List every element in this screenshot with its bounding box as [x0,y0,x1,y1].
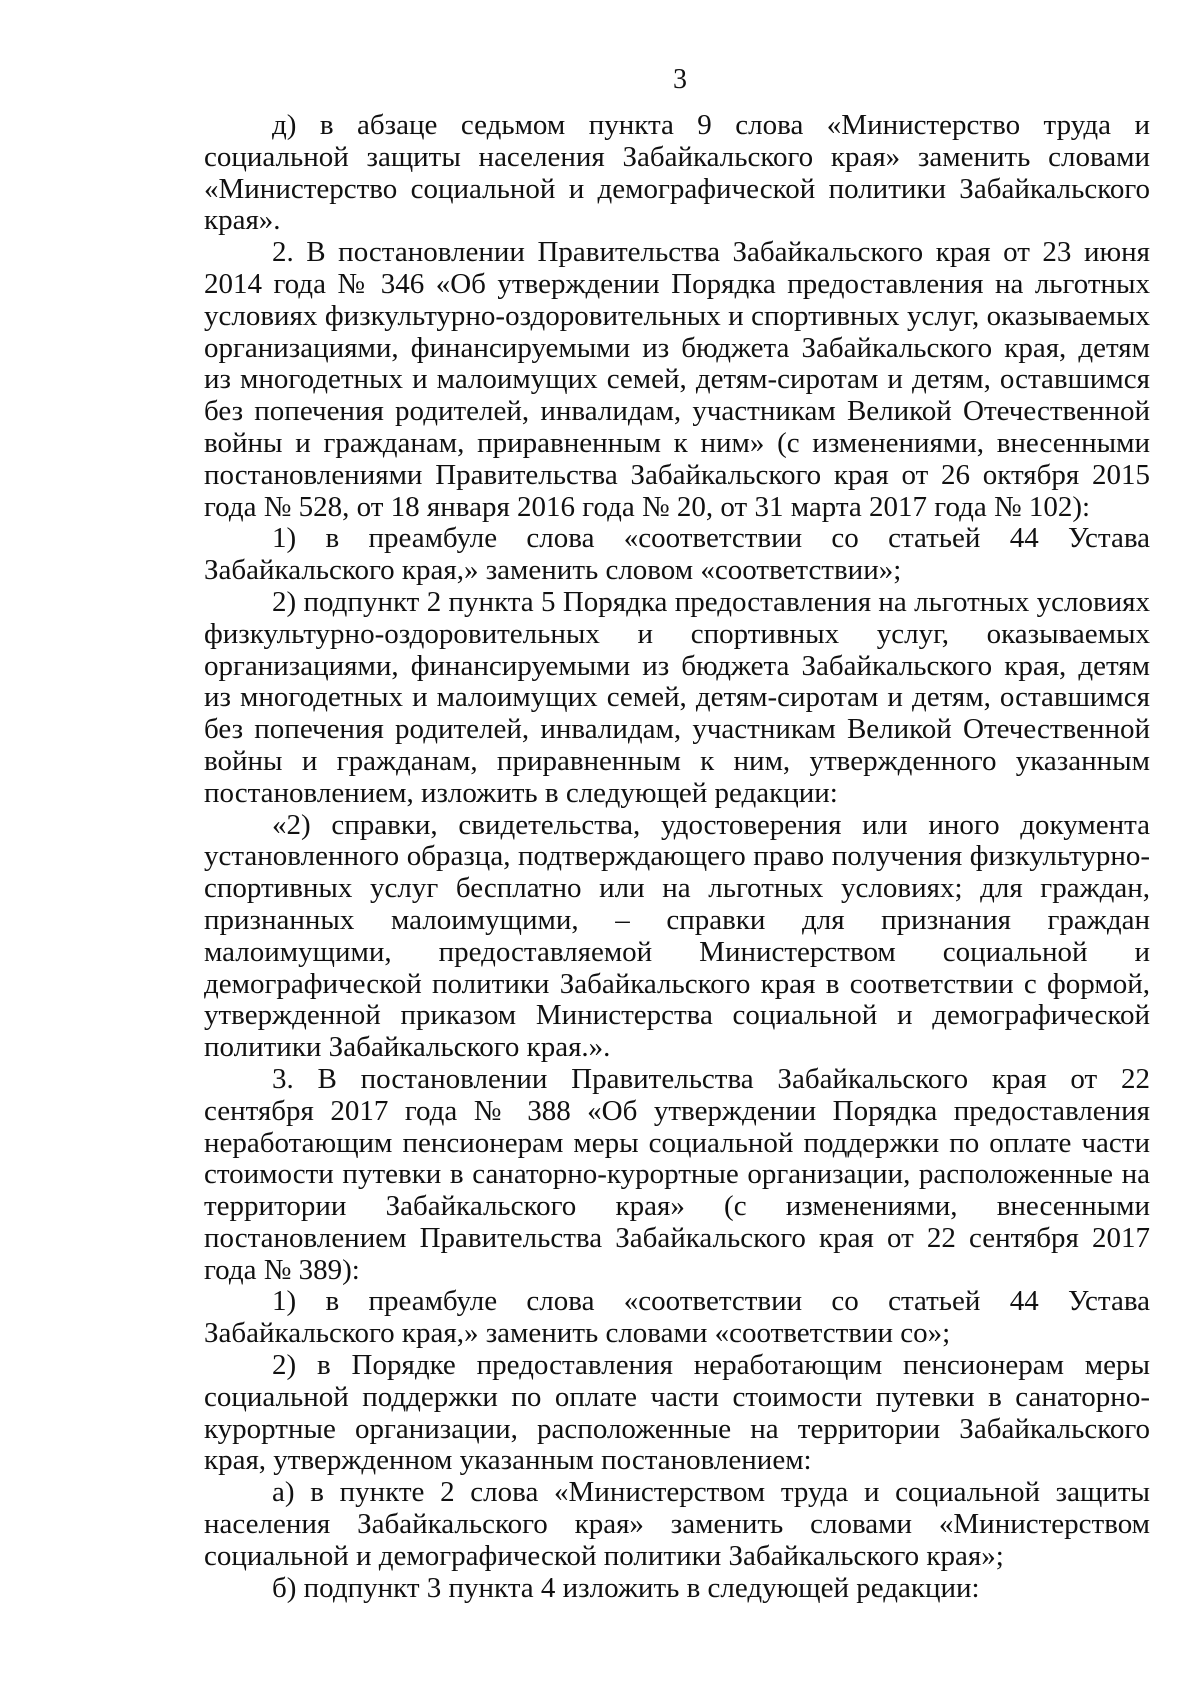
paragraph-section-3-item-2: 2) в Порядке предоставления неработающим пенсионерам меры социальной поддержки по оплате части стоимости путевки в санаторно-курортные организации, расположенные на территории Забайкальского края, утвержденном указанным постановлением: [204,1349,1150,1477]
paragraph-section-3: 3. В постановлении Правительства Забайкальского края от 22 сентября 2017 года № 388 «Об утверждении Порядка предоставления неработающим пенсионерам меры социальной поддержки по оплате части стоимости путевки в санаторно-курортные организации, расположенные на территории Забайкальского края» (с изменениями, внесенными постановлением Правительства Забайкальского края от 22 сентября 2017 года № 389): [204,1062,1150,1286]
paragraph-section-2-quote: «2) справки, свидетельства, удостоверения или иного документа установленного образца, подтверждающего право получения физкультурно-спортивных услуг бесплатно или на льготных условиях; для граждан, признанных малоимущими, – справки для признания граждан малоимущими, предоставляемой Министерством социальной и демографической политики Забайкальского края в соответствии с формой, утвержденной приказом Министерства социальной и демографической политики Забайкальского края.». [204,808,1150,1064]
document-body [204,110,1150,1604]
paragraph-d-item-9: д) в абзаце седьмом пункта 9 слова «Министерство труда и социальной защиты населения Забайкальского края» заменить словами «Министерство социальной и демографической политики Забайкальского края». [204,109,1150,237]
paragraph-section-3-item-b: б) подпункт 3 пункта 4 изложить в следующей редакции: [272,1571,980,1604]
page-number: 3 [673,64,687,95]
paragraph-section-2-item-1: 1) в преамбуле слова «соответствии со статьей 44 Устава Забайкальского края,» заменить словом «соответствии»; [204,522,1150,587]
paragraph-section-2-item-2: 2) подпункт 2 пункта 5 Порядка предоставления на льготных условиях физкультурно-оздоровительных и спортивных услуг, оказываемых организациями, финансируемыми из бюджета Забайкальского края, детям из многодетных и малоимущих семей, детям-сиротам и детям, оставшимся без попечения родителей, инвалидам, участникам Великой Отечественной войны и гражданам, приравненным к ним, утвержденного указанным постановлением, изложить в следующей редакции: [204,585,1150,809]
paragraph-section-2: 2. В постановлении Правительства Забайкальского края от 23 июня 2014 года № 346 «Об утверждении Порядка предоставления на льготных условиях физкультурно-оздоровительных и спортивных услуг, оказываемых организациями, финансируемыми из бюджета Забайкальского края, детям из многодетных и малоимущих семей, детям-сиротам и детям, оставшимся без попечения родителей, инвалидам, участникам Великой Отечественной войны и гражданам, приравненным к ним» (с изменениями, внесенными постановлениями Правительства Забайкальского края от 26 октября 2015 года № 528, от 18 января 2016 года № 20, от 31 марта 2017 года № 102): [204,236,1150,523]
paragraph-section-3-item-a: а) в пункте 2 слова «Министерством труда и социальной защиты населения Забайкальского края» заменить словами «Министерством социальной и демографической политики Забайкальского края»; [204,1476,1150,1572]
paragraph-section-3-item-1: 1) в преамбуле слова «соответствии со статьей 44 Устава Забайкальского края,» заменить словами «соответствии со»; [204,1285,1150,1350]
